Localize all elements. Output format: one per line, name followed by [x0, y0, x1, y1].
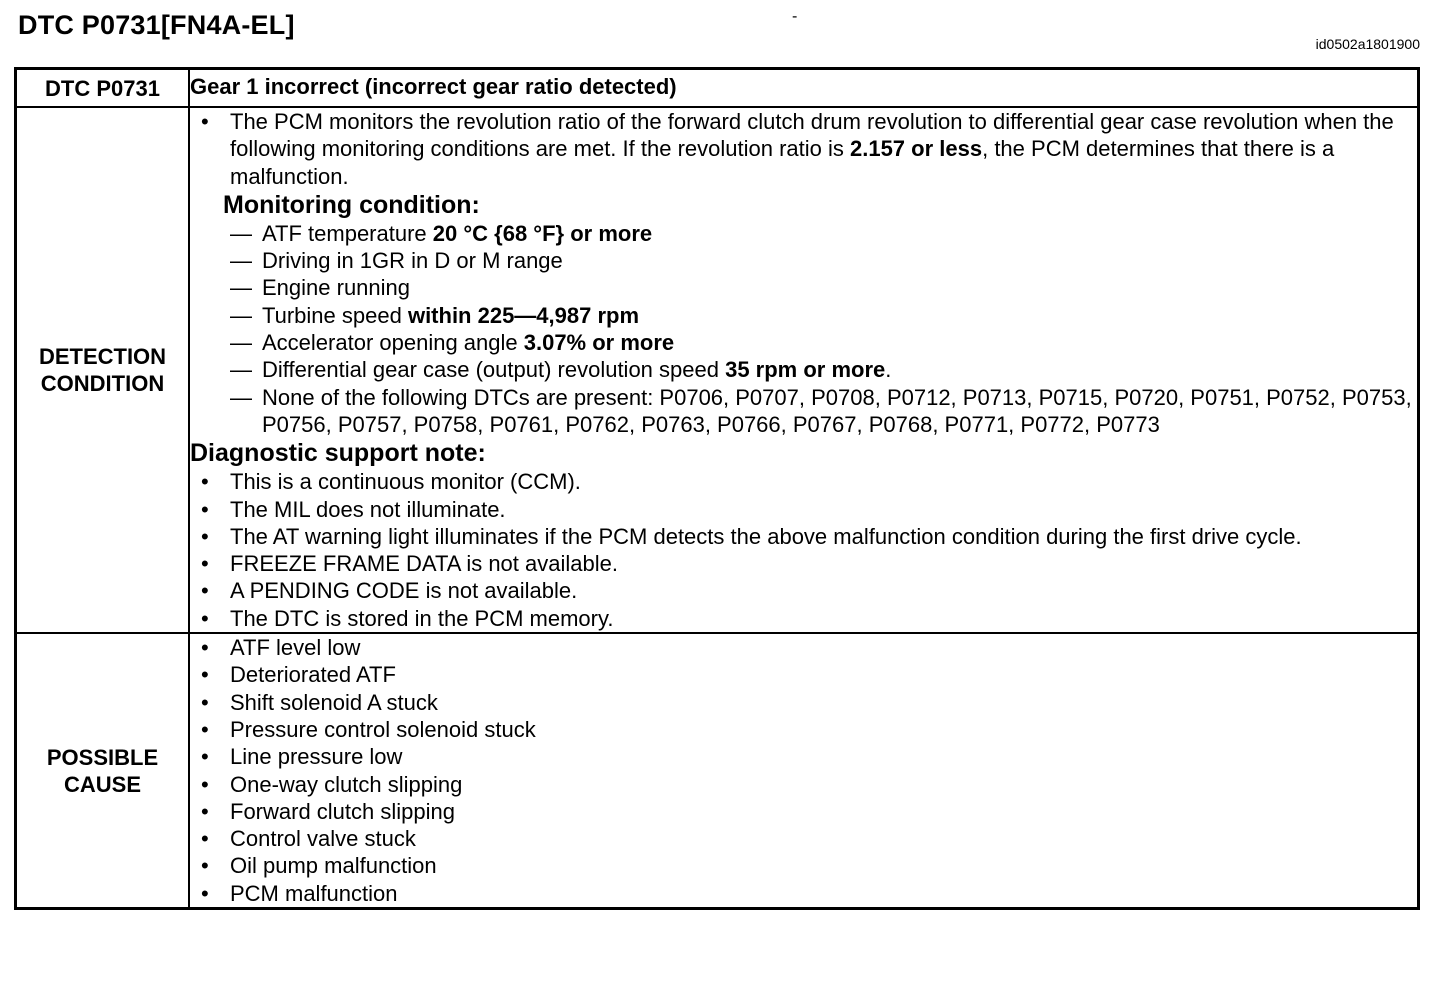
- intro-bold: 2.157 or less: [849, 136, 983, 162]
- support-note-item: • The DTC is stored in the PCM memory.: [190, 605, 1417, 632]
- detection-label-line2: CONDITION: [40, 371, 165, 397]
- intro-item: [190, 108, 1417, 190]
- possible-cause-content: [189, 633, 1419, 908]
- monitoring-bold: 35 rpm or more: [725, 357, 886, 383]
- monitoring-bold: within 225—4,987 rpm: [407, 302, 640, 328]
- possible-cause-row: [16, 633, 1419, 908]
- page-title: DTC P0731[FN4A-EL]: [18, 10, 295, 40]
- intro-list: [190, 108, 1417, 190]
- support-note-item: • This is a continuous monitor (CCM).: [190, 468, 1417, 495]
- possible-cause-label: [16, 633, 190, 908]
- detection-label-line1: DETECTION: [38, 344, 167, 370]
- detection-condition-label: [16, 107, 190, 633]
- intro-text: The PCM monitors the revolution ratio of the forward clutch drum revolution to differential gear case revolution when the following monitoring conditions are met. If the revolution ratio is: [230, 109, 1394, 162]
- support-note-item: • The MIL does not illuminate.: [190, 496, 1417, 523]
- cause-item: • One-way clutch slipping: [190, 771, 1417, 798]
- monitoring-item: [230, 384, 1417, 439]
- monitoring-item: [230, 247, 1417, 274]
- possible-cause-label-line2: CAUSE: [63, 771, 141, 797]
- monitoring-item: [230, 220, 1417, 247]
- monitoring-item: [230, 274, 1417, 301]
- table-header-row: [16, 69, 1419, 108]
- intro-tail: , the PCM determines that there is a malfunction.: [230, 136, 1335, 189]
- possible-cause-label-line1: POSSIBLE: [46, 744, 159, 770]
- dtc-table: [14, 67, 1420, 910]
- support-note-heading: Diagnostic support note:: [190, 439, 486, 468]
- dash-mark: -: [792, 8, 798, 25]
- monitoring-tail: .: [885, 357, 892, 383]
- monitoring-text: Turbine speed: [262, 302, 408, 328]
- possible-cause-list: [190, 634, 1417, 907]
- monitoring-bold: 20 °C {68 °F} or more: [432, 220, 653, 246]
- monitoring-text: Differential gear case (output) revolution speed: [262, 357, 726, 383]
- monitoring-item: [230, 329, 1417, 356]
- cause-item: • Shift solenoid A stuck: [190, 689, 1417, 716]
- support-note-list: [190, 468, 1417, 632]
- monitoring-text: Accelerator opening angle: [262, 330, 524, 356]
- cause-item: • ATF level low: [190, 634, 1417, 661]
- cause-item: • PCM malfunction: [190, 880, 1417, 907]
- monitoring-list: [190, 220, 1417, 438]
- monitoring-text: Driving in 1GR in D or M range: [262, 248, 563, 274]
- cause-item: • Control valve stuck: [190, 825, 1417, 852]
- monitoring-item: [230, 302, 1417, 329]
- monitoring-text: Engine running: [262, 275, 411, 301]
- monitoring-heading: Monitoring condition:: [223, 190, 480, 219]
- detection-condition-row: [16, 107, 1419, 633]
- monitoring-text: None of the following DTCs are present: P0706, P0707, P0708, P0712, P0713, P0715, P0720, P0751, P0752, P0753, P0756, P0757, P0758, P0761, P0762, P0763, P0766, P0767, P0768, P0771, P0772, P0773: [262, 384, 1412, 437]
- cause-item: • Pressure control solenoid stuck: [190, 716, 1417, 743]
- dtc-description-cell: Gear 1 incorrect (incorrect gear ratio detected): [189, 69, 1419, 108]
- cause-item: • Oil pump malfunction: [190, 852, 1417, 879]
- cause-item: • Deteriorated ATF: [190, 661, 1417, 688]
- monitoring-item: [230, 356, 1417, 383]
- detection-condition-content: [189, 107, 1419, 633]
- support-note-item: • A PENDING CODE is not available.: [190, 577, 1417, 604]
- monitoring-bold: 3.07% or more: [523, 330, 675, 356]
- support-note-item: • The AT warning light illuminates if the PCM detects the above malfunction condition during the first drive cycle.: [190, 523, 1417, 550]
- image-id: id0502a1801900: [1315, 36, 1420, 52]
- support-note-item: • FREEZE FRAME DATA is not available.: [190, 550, 1417, 577]
- cause-item: • Forward clutch slipping: [190, 798, 1417, 825]
- dtc-code-cell: DTC P0731: [16, 69, 190, 108]
- monitoring-text: ATF temperature: [262, 220, 433, 246]
- cause-item: • Line pressure low: [190, 743, 1417, 770]
